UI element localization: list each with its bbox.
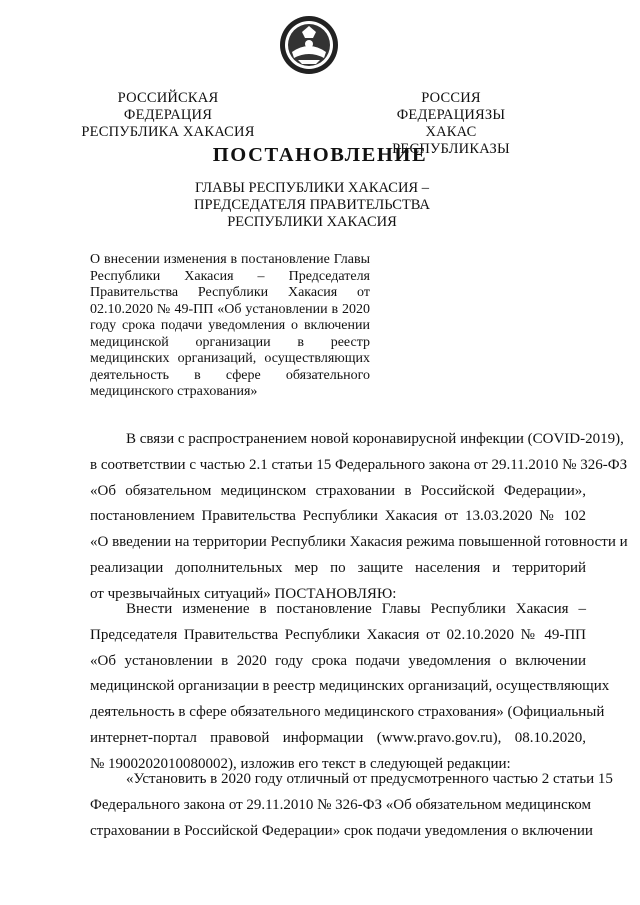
subject-line: деятельность в сфере обязательного <box>90 367 370 383</box>
paragraph-line: Председателя Правительства Республики Хакасия от 02.10.2020 № 49-ПП <box>90 626 586 643</box>
document-title: ПОСТАНОВЛЕНИЕ <box>212 144 428 166</box>
subject-line: медицинских организаций, осуществляющих <box>90 351 370 366</box>
paragraph-line: «О введении на территории Республики Хакасия режима повышенной готовности и <box>90 534 628 551</box>
subject-line: 02.10.2020 № 49-ПП «Об установлении в 2020 <box>90 301 370 317</box>
document-subtitle <box>180 180 444 231</box>
header-left <box>78 90 258 141</box>
subject-line: Правительства Республики Хакасия от <box>90 285 370 300</box>
paragraph-line: «Об обязательном медицинском страховании в Российской Федерации», <box>90 482 586 499</box>
header-right-line-2: ХАКАС РЕСПУБЛИКАЗЫ <box>392 124 510 157</box>
header-left-line-2: РЕСПУБЛИКА ХАКАСИЯ <box>81 124 255 140</box>
paragraph-line: Внести изменение в постановление Главы Республики Хакасия – <box>126 601 586 617</box>
coat-of-arms-emblem <box>278 14 340 76</box>
subject-line: Республики Хакасия – Председателя <box>90 268 370 284</box>
paragraph-line: в соответствии с частью 2.1 статьи 15 Федерального закона от 29.11.2010 № 326-ФЗ <box>90 456 628 473</box>
paragraph-line: интернет-портал правовой информации (www.pravo.gov.ru), 08.10.2020, <box>90 729 586 746</box>
header-left-line-1: РОССИЙСКАЯ ФЕДЕРАЦИЯ <box>117 90 219 123</box>
paragraph-line: страховании в Российской Федерации» срок подачи уведомления о включении <box>90 822 593 839</box>
subject-line: О внесении изменения в постановление Главы <box>90 252 370 267</box>
paragraph-line: В связи с распространением новой коронавирусной инфекции (COVID-2019), <box>126 431 624 447</box>
header-right-line-1: РОССИЯ ФЕДЕРАЦИЯЗЫ <box>396 90 506 123</box>
paragraph-preamble <box>90 427 628 608</box>
subtitle-line-1: ГЛАВЫ РЕСПУБЛИКИ ХАКАСИЯ – <box>195 180 429 196</box>
paragraph-line: деятельность в сфере обязательного медицинского страхования» (Официальный <box>90 704 605 721</box>
paragraph-line: медицинской организации в реестр медицинских организаций, осуществляющих <box>90 678 610 695</box>
paragraph-line: «Об установлении в 2020 году срока подачи уведомления о включении <box>90 652 586 669</box>
document-subject <box>90 252 370 401</box>
subtitle-line-2: ПРЕДСЕДАТЕЛЯ ПРАВИТЕЛЬСТВА <box>194 197 430 213</box>
paragraph-line: от чрезвычайных ситуаций» ПОСТАНОВЛЯЮ: <box>90 585 397 602</box>
paragraph-line: постановлением Правительства Республики Хакасия от 13.03.2020 № 102 <box>90 508 586 525</box>
subject-line: году срока подачи уведомления о включении <box>90 318 370 333</box>
paragraph-line: Федерального закона от 29.11.2010 № 326-ФЗ «Об обязательном медицинском <box>90 796 591 813</box>
subject-line: медицинской организации в реестр <box>90 334 370 350</box>
subject-line: медицинского страхования» <box>90 384 258 399</box>
paragraph-line: реализации дополнительных мер по защите населения и территорий <box>90 559 586 576</box>
paragraph-line: № 1900202010080002), изложив его текст в следующей редакции: <box>90 755 511 772</box>
paragraph-amendment <box>90 597 610 778</box>
paragraph-line: «Установить в 2020 году отличный от предусмотренного частью 2 статьи 15 <box>126 771 613 787</box>
paragraph-new-text <box>90 767 613 844</box>
subtitle-line-3: РЕСПУБЛИКИ ХАКАСИЯ <box>227 214 397 230</box>
